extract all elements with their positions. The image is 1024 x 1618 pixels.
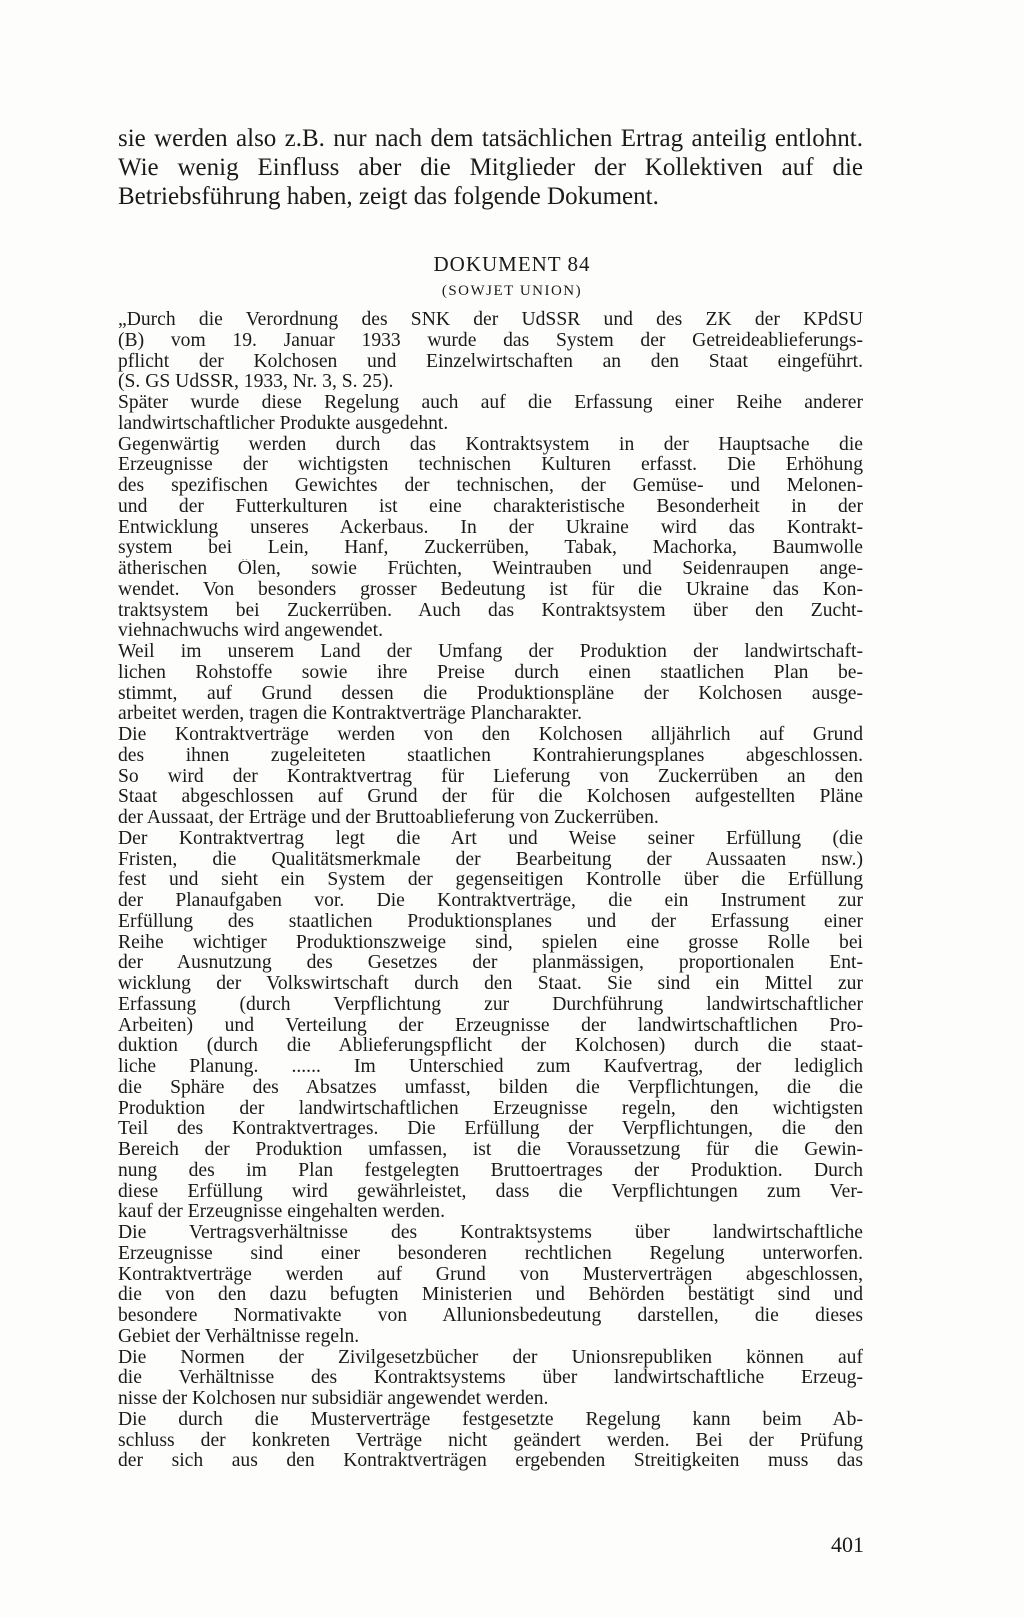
body-line: system bei Lein, Hanf, Zuckerrüben, Tabak, Machorka, Baumwolle xyxy=(118,538,863,559)
body-line: der Ausnutzung des Gesetzes der planmässigen, proportionalen Ent- xyxy=(118,953,863,974)
body-line: Fristen, die Qualitätsmerkmale der Bearbeitung der Aussaaten nsw.) xyxy=(118,849,863,870)
body-line: Später wurde diese Regelung auch auf die Erfassung einer Reihe anderer xyxy=(118,393,863,413)
body-line: (B) vom 19. Januar 1933 wurde das System der Getreideablieferungs- xyxy=(118,330,863,351)
body-line: liche Planung. ...... Im Unterschied zum Kaufvertrag, der lediglich xyxy=(118,1057,863,1077)
body-line: pflicht der Kolchosen und Einzelwirtschaften an den Staat eingeführt. xyxy=(118,351,863,372)
page-number: 401 xyxy=(831,1532,864,1557)
body-line: fest und sieht ein System der gegenseitigen Kontrolle über die Erfüllung xyxy=(118,870,863,891)
body-line: Die Normen der Zivilgesetzbücher der Unionsrepubliken können auf xyxy=(118,1347,863,1368)
body-line: der sich aus den Kontraktverträgen ergebenden Streitigkeiten muss das xyxy=(118,1451,863,1472)
body-line: „Durch die Verordnung des SNK der UdSSR und des ZK der KPdSU xyxy=(118,310,863,330)
body-line: des spezifischen Gewichtes der technischen, der Gemüse- und Melonen- xyxy=(118,476,863,496)
body-line: schluss der konkreten Verträge nicht geändert werden. Bei der Prüfung xyxy=(118,1430,863,1451)
body-line: Bereich der Produktion umfassen, ist die Voraussetzung für die Gewin- xyxy=(118,1140,863,1160)
body-line: die von den dazu befugten Ministerien und Behörden bestätigt sind und xyxy=(118,1285,863,1306)
body-line: nisse der Kolchosen nur subsidiär angewendet werden. xyxy=(118,1389,549,1409)
body-line: stimmt, auf Grund dessen die Produktionspläne der Kolchosen ausge- xyxy=(118,683,863,704)
body-line: arbeitet werden, tragen die Kontraktverträge Plancharakter. xyxy=(118,704,583,725)
body-line: lichen Rohstoffe sowie ihre Preise durch einen staatlichen Plan be- xyxy=(118,662,863,683)
body-line: kauf der Erzeugnisse eingehalten werden. xyxy=(118,1202,445,1223)
body-line: diese Erfüllung wird gewährleistet, dass die Verpflichtungen zum Ver- xyxy=(118,1181,863,1202)
body-line: viehnachwuchs wird angewendet. xyxy=(118,621,383,642)
document-subtitle: (SOWJET UNION) xyxy=(441,283,583,299)
body-line: Die Vertragsverhältnisse des Kontraktsystems über landwirtschaftliche xyxy=(118,1223,863,1243)
body-line: die Sphäre des Absatzes umfasst, bilden die Verpflichtungen, die die xyxy=(118,1077,863,1098)
body-line: Die Kontraktverträge werden von den Kolchosen alljährlich auf Grund xyxy=(118,725,863,745)
body-line: Staat abgeschlossen auf Grund der für die Kolchosen aufgestellten Pläne xyxy=(118,787,863,808)
body-line: Entwicklung unseres Ackerbaus. In der Ukraine wird das Kontrakt- xyxy=(118,517,863,538)
document-title: DOKUMENT 84 xyxy=(433,252,591,276)
body-line: ätherischen Ölen, sowie Früchten, Weintrauben und Seidenraupen ange- xyxy=(118,559,863,579)
body-line: die Verhältnisse des Kontraktsystems über landwirtschaftliche Erzeug- xyxy=(118,1368,863,1389)
body-line: und der Futterkulturen ist eine charakteristische Besonderheit in der xyxy=(118,496,863,517)
body-line: Der Kontraktvertrag legt die Art und Weise seiner Erfüllung (die xyxy=(118,828,863,849)
body-line: Gebiet der Verhältnisse regeln. xyxy=(118,1326,360,1347)
body-line: Reihe wichtiger Produktionszweige sind, spielen eine grosse Rolle bei xyxy=(118,932,863,953)
body-line: besondere Normativakte von Allunionsbedeutung darstellen, die dieses xyxy=(118,1306,863,1326)
body-line: traktsystem bei Zuckerrüben. Auch das Kontraktsystem über den Zucht- xyxy=(118,600,863,621)
body-line: der Aussaat, der Erträge und der Bruttoablieferung von Zuckerrüben. xyxy=(118,808,659,828)
body-line: Erzeugnisse sind einer besonderen rechtlichen Regelung unterworfen. xyxy=(118,1243,863,1264)
body-line: des ihnen zugeleiteten staatlichen Kontrahierungsplanes abgeschlossen. xyxy=(118,745,863,766)
body-line: Weil im unserem Land der Umfang der Produktion der landwirtschaft- xyxy=(118,642,863,662)
body-line: nung des im Plan festgelegten Bruttoertrages der Produktion. Durch xyxy=(118,1160,863,1181)
body-line: Teil des Kontraktvertrages. Die Erfüllung der Verpflichtungen, die den xyxy=(118,1119,863,1140)
body-line: So wird der Kontraktvertrag für Lieferung von Zuckerrüben an den xyxy=(118,766,863,787)
body-line: Produktion der landwirtschaftlichen Erzeugnisse regeln, den wichtigsten xyxy=(118,1098,863,1119)
body-line: Die durch die Musterverträge festgesetzte Regelung kann beim Ab- xyxy=(118,1409,863,1430)
body-line: Kontraktverträge werden auf Grund von Musterverträgen abgeschlossen, xyxy=(118,1264,863,1285)
document-body xyxy=(118,310,863,1472)
body-line: Erfassung (durch Verpflichtung zur Durchführung landwirtschaftlicher xyxy=(118,994,863,1015)
body-line: wendet. Von besonders grosser Bedeutung ist für die Ukraine das Kon- xyxy=(118,579,863,600)
body-line: Gegenwärtig werden durch das Kontraktsystem in der Hauptsache die xyxy=(118,434,863,455)
body-line: duktion (durch die Ablieferungspflicht der Kolchosen) durch die staat- xyxy=(118,1036,863,1057)
body-line: Arbeiten) und Verteilung der Erzeugnisse der landwirtschaftlichen Pro- xyxy=(118,1015,863,1036)
body-line: Erzeugnisse der wichtigsten technischen Kulturen erfasst. Die Erhöhung xyxy=(118,455,863,476)
body-line: Erfüllung des staatlichen Produktionsplanes und der Erfassung einer xyxy=(118,911,863,932)
intro-paragraph: sie werden also z.B. nur nach dem tatsächlichen Ertrag anteilig entlohnt. Wie wenig Einfluss aber die Mitglieder der Kollektiven auf die Betriebsführung haben, zeigt das folgende Dokument. xyxy=(118,125,863,210)
body-line: landwirtschaftlicher Produkte ausgedehnt. xyxy=(118,413,449,434)
body-line: der Planaufgaben vor. Die Kontraktverträge, die ein Instrument zur xyxy=(118,891,863,911)
body-line: wicklung der Volkswirtschaft durch den Staat. Sie sind ein Mittel zur xyxy=(118,974,863,994)
body-line: (S. GS UdSSR, 1933, Nr. 3, S. 25). xyxy=(118,372,394,393)
